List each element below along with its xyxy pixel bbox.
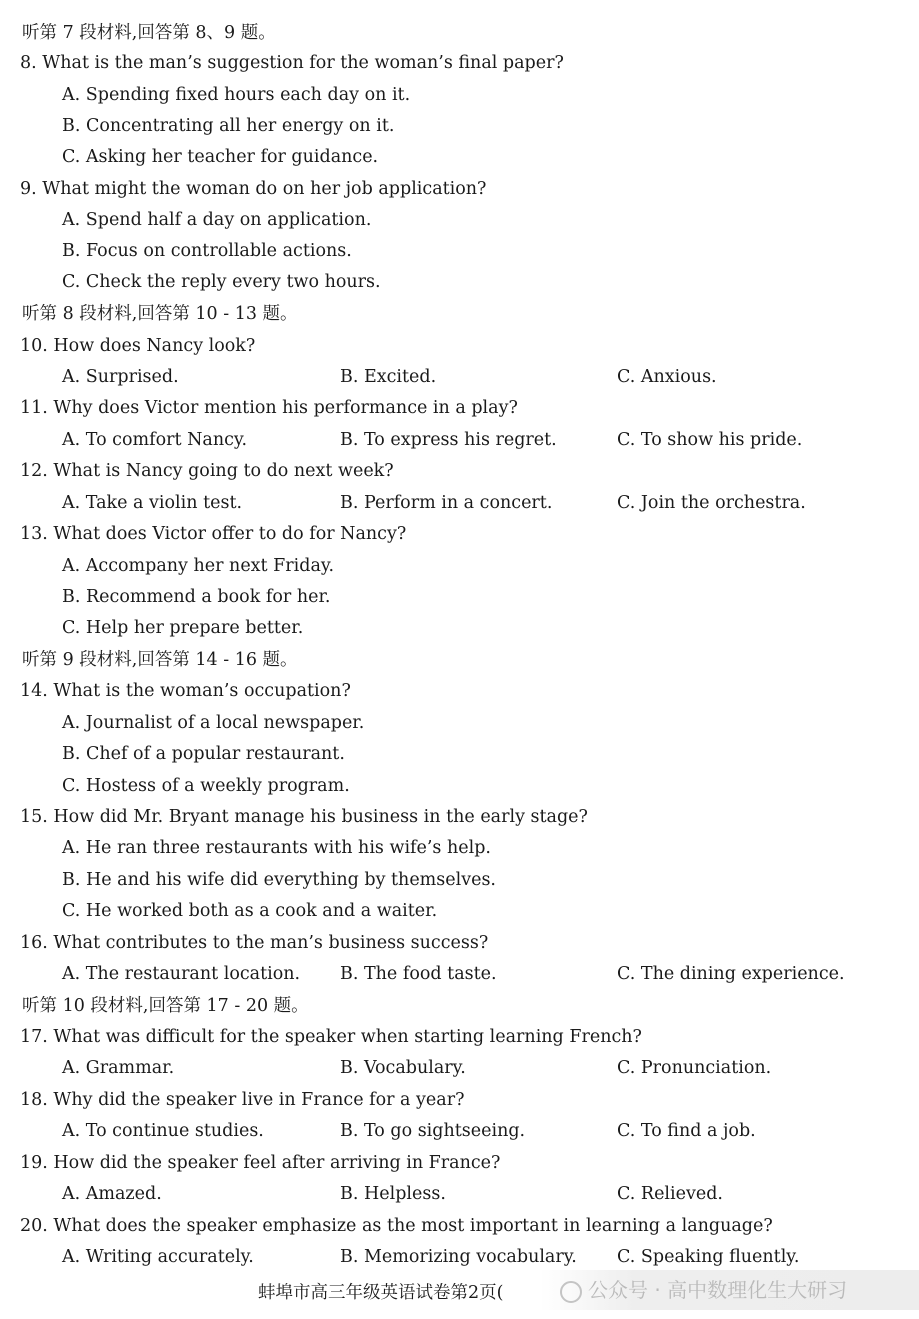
page-footer: 蚌埠市高三年级英语试卷第2页( [258,1283,504,1303]
question-14: 14. What is the woman’s occupation? [20,681,351,701]
option-8a: A. Spending fixed hours each day on it. [62,85,411,105]
option-19b: B. Helpless. [340,1184,446,1204]
question-17: 17. What was difficult for the speaker when starting learning French? [20,1027,642,1047]
option-17b: B. Vocabulary. [340,1058,466,1078]
option-16a: A. The restaurant location. [62,964,301,984]
watermark-text: 公众号 · 高中数理化生大研习 [588,1278,848,1302]
section-heading: 听第 10 段材料,回答第 17 - 20 题。 [22,996,309,1016]
option-10b: B. Excited. [340,367,437,387]
question-9: 9. What might the woman do on her job application? [20,179,487,199]
question-10: 10. How does Nancy look? [20,336,256,356]
option-18a: A. To continue studies. [62,1121,264,1141]
option-9b: B. Focus on controllable actions. [62,241,352,261]
question-8: 8. What is the man’s suggestion for the woman’s final paper? [20,53,564,73]
wechat-icon [560,1281,582,1303]
option-12a: A. Take a violin test. [62,493,243,513]
question-13: 13. What does Victor offer to do for Nancy? [20,524,407,544]
question-12: 12. What is Nancy going to do next week? [20,461,394,481]
option-17c: C. Pronunciation. [617,1058,772,1078]
option-9a: A. Spend half a day on application. [62,210,372,230]
option-18b: B. To go sightseeing. [340,1121,526,1141]
question-19: 19. How did the speaker feel after arriving in France? [20,1153,501,1173]
option-12b: B. Perform in a concert. [340,493,553,513]
option-14c: C. Hostess of a weekly program. [62,776,350,796]
question-15: 15. How did Mr. Bryant manage his business in the early stage? [20,807,588,827]
option-11c: C. To show his pride. [617,430,803,450]
question-11: 11. Why does Victor mention his performance in a play? [20,398,518,418]
section-heading: 听第 9 段材料,回答第 14 - 16 题。 [22,650,298,670]
section-heading: 听第 8 段材料,回答第 10 - 13 题。 [22,304,298,324]
option-16b: B. The food taste. [340,964,497,984]
option-20c: C. Speaking fluently. [617,1247,800,1267]
option-17a: A. Grammar. [62,1058,175,1078]
option-8b: B. Concentrating all her energy on it. [62,116,395,136]
option-9c: C. Check the reply every two hours. [62,272,381,292]
question-20: 20. What does the speaker emphasize as the most important in learning a language? [20,1216,773,1236]
watermark [540,1270,919,1310]
option-14b: B. Chef of a popular restaurant. [62,744,345,764]
option-15b: B. He and his wife did everything by themselves. [62,870,496,890]
option-20b: B. Memorizing vocabulary. [340,1247,577,1267]
section-heading: 听第 7 段材料,回答第 8、9 题。 [22,23,276,43]
option-11a: A. To comfort Nancy. [62,430,248,450]
option-13b: B. Recommend a book for her. [62,587,331,607]
option-19a: A. Amazed. [62,1184,162,1204]
option-18c: C. To find a job. [617,1121,756,1141]
option-10a: A. Surprised. [62,367,179,387]
option-16c: C. The dining experience. [617,964,845,984]
option-10c: C. Anxious. [617,367,717,387]
option-19c: C. Relieved. [617,1184,723,1204]
option-11b: B. To express his regret. [340,430,557,450]
option-8c: C. Asking her teacher for guidance. [62,147,379,167]
option-14a: A. Journalist of a local newspaper. [62,713,365,733]
option-15c: C. He worked both as a cook and a waiter. [62,901,438,921]
option-13c: C. Help her prepare better. [62,618,304,638]
question-18: 18. Why did the speaker live in France for a year? [20,1090,465,1110]
option-12c: C. Join the orchestra. [617,493,806,513]
option-13a: A. Accompany her next Friday. [62,556,335,576]
question-16: 16. What contributes to the man’s business success? [20,933,489,953]
option-20a: A. Writing accurately. [62,1247,254,1267]
option-15a: A. He ran three restaurants with his wife’s help. [62,838,491,858]
